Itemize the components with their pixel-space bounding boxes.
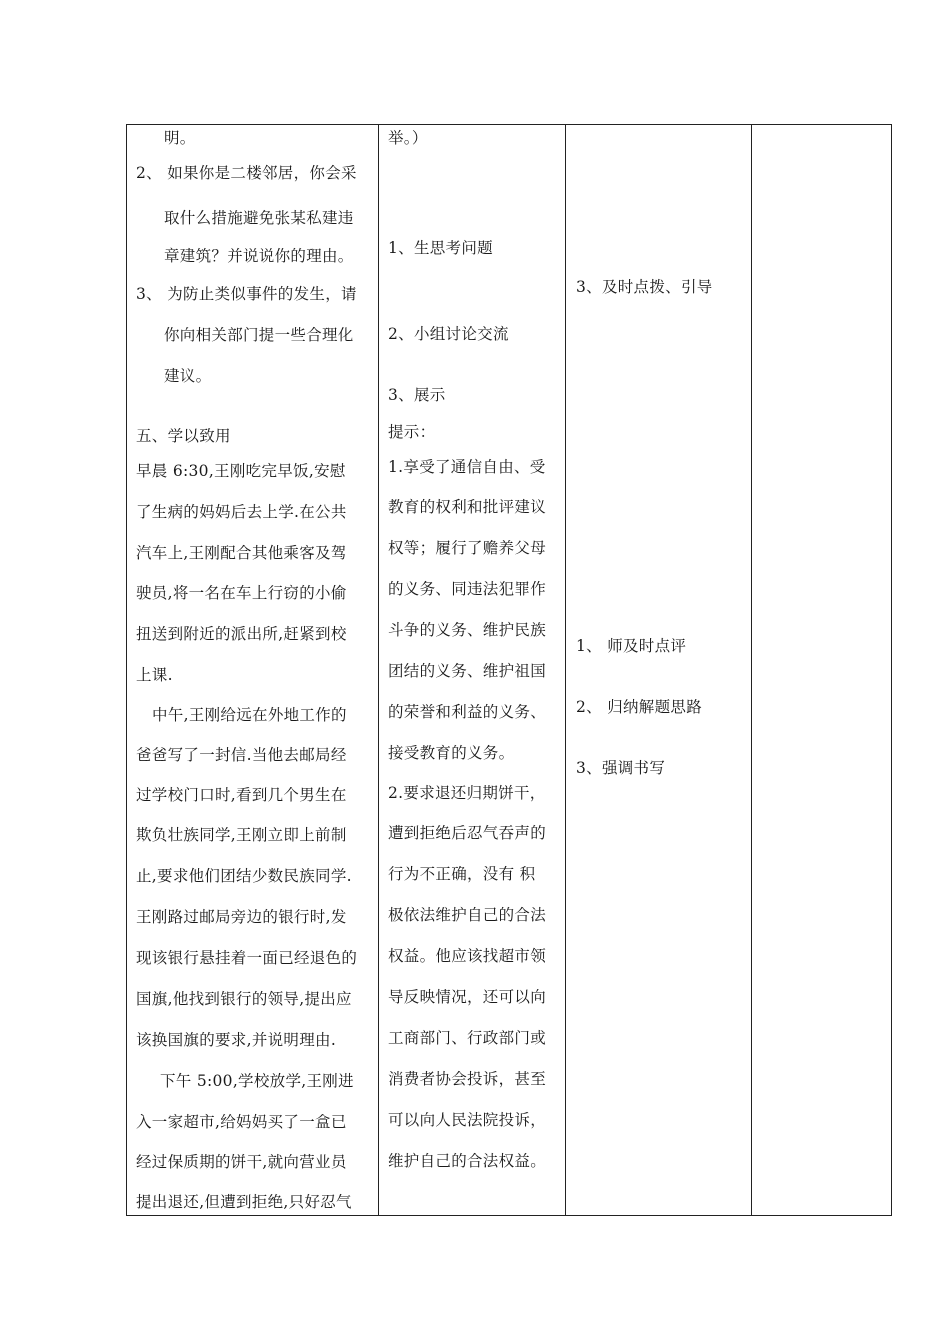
content-line: 建议。 (164, 367, 212, 385)
content-line: 汽车上,王刚配合其他乘客及驾 (136, 544, 347, 562)
hint-line: 消费者协会投诉，甚至 (388, 1070, 547, 1088)
hint-line: 的义务、同违法犯罪作 (388, 580, 547, 598)
content-line: 章建筑？并说说你的理由。 (164, 247, 354, 265)
hint-line: 斗争的义务、维护民族 (388, 621, 547, 639)
activity-step-3: 3、展示 (388, 386, 446, 404)
content-line: 你向相关部门提一些合理化 (164, 326, 354, 344)
activity-line: 举。） (388, 129, 428, 147)
hint-line: 行为不正确，没有 积 (388, 865, 536, 883)
guidance-line: 3、强调书写 (576, 759, 666, 777)
content-line: 上课. (136, 666, 173, 684)
column-divider-1 (378, 124, 379, 1216)
content-line: 取什么措施避免张某私建违 (164, 209, 354, 227)
activity-step-2: 2、小组讨论交流 (388, 325, 509, 343)
content-line: 现该银行悬挂着一面已经退色的 (136, 949, 358, 967)
content-line: 提出退还,但遭到拒绝,只好忍气 (136, 1193, 352, 1211)
hint-line: 可以向人民法院投诉， (388, 1111, 547, 1129)
content-line: 入一家超市,给妈妈买了一盒已 (136, 1113, 347, 1131)
content-line: 扭送到附近的派出所,赶紧到校 (136, 625, 347, 643)
content-line: 国旗,他找到银行的领导,提出应 (136, 990, 352, 1008)
content-line: 下午 5:00,学校放学,王刚进 (160, 1072, 354, 1090)
hint-line: 教育的权利和批评建议 (388, 498, 547, 516)
guidance-line: 2、 归纳解题思路 (576, 698, 702, 716)
column-divider-3 (751, 124, 752, 1216)
content-line: 中午,王刚给远在外地工作的 (152, 706, 347, 724)
hint-line: 1.享受了通信自由、受 (388, 458, 546, 476)
hint-line: 的荣誉和利益的义务、 (388, 703, 547, 721)
guidance-line: 1、 师及时点评 (576, 637, 687, 655)
content-line: 了生病的妈妈后去上学.在公共 (136, 503, 347, 521)
content-line: 经过保质期的饼干,就向营业员 (136, 1153, 347, 1171)
hint-line: 遭到拒绝后忍气吞声的 (388, 824, 547, 842)
hint-line: 2.要求退还归期饼干， (388, 784, 546, 802)
hint-line: 极依法维护自己的合法 (388, 906, 547, 924)
hint-line: 接受教育的义务。 (388, 744, 515, 762)
hint-line: 维护自己的合法权益。 (388, 1152, 547, 1170)
section-heading: 五、学以致用 (136, 427, 231, 445)
question-2: 2、 如果你是二楼邻居，你会采 (136, 164, 357, 182)
content-line: 爸爸写了一封信.当他去邮局经 (136, 746, 347, 764)
hint-line: 团结的义务、维护祖国 (388, 662, 547, 680)
column-divider-2 (565, 124, 566, 1216)
hint-line: 工商部门、行政部门或 (388, 1029, 547, 1047)
guidance-line: 3、及时点拨、引导 (576, 278, 713, 296)
content-line: 过学校门口时,看到几个男生在 (136, 786, 347, 804)
question-3: 3、 为防止类似事件的发生，请 (136, 285, 357, 303)
hint-line: 导反映情况，还可以向 (388, 988, 547, 1006)
content-line: 驶员,将一名在车上行窃的小偷 (136, 584, 347, 602)
hint-label: 提示： (388, 423, 436, 441)
content-line: 王刚路过邮局旁边的银行时,发 (136, 908, 347, 926)
content-line: 明。 (164, 129, 196, 147)
activity-step-1: 1、生思考问题 (388, 239, 493, 257)
content-line: 止,要求他们团结少数民族同学. (136, 867, 352, 885)
hint-line: 权益。他应该找超市领 (388, 947, 547, 965)
content-line: 欺负壮族同学,王刚立即上前制 (136, 826, 347, 844)
content-line: 该换国旗的要求,并说明理由. (136, 1031, 337, 1049)
content-line: 早晨 6:30,王刚吃完早饭,安慰 (136, 462, 346, 480)
hint-line: 权等；履行了赡养父母 (388, 539, 547, 557)
